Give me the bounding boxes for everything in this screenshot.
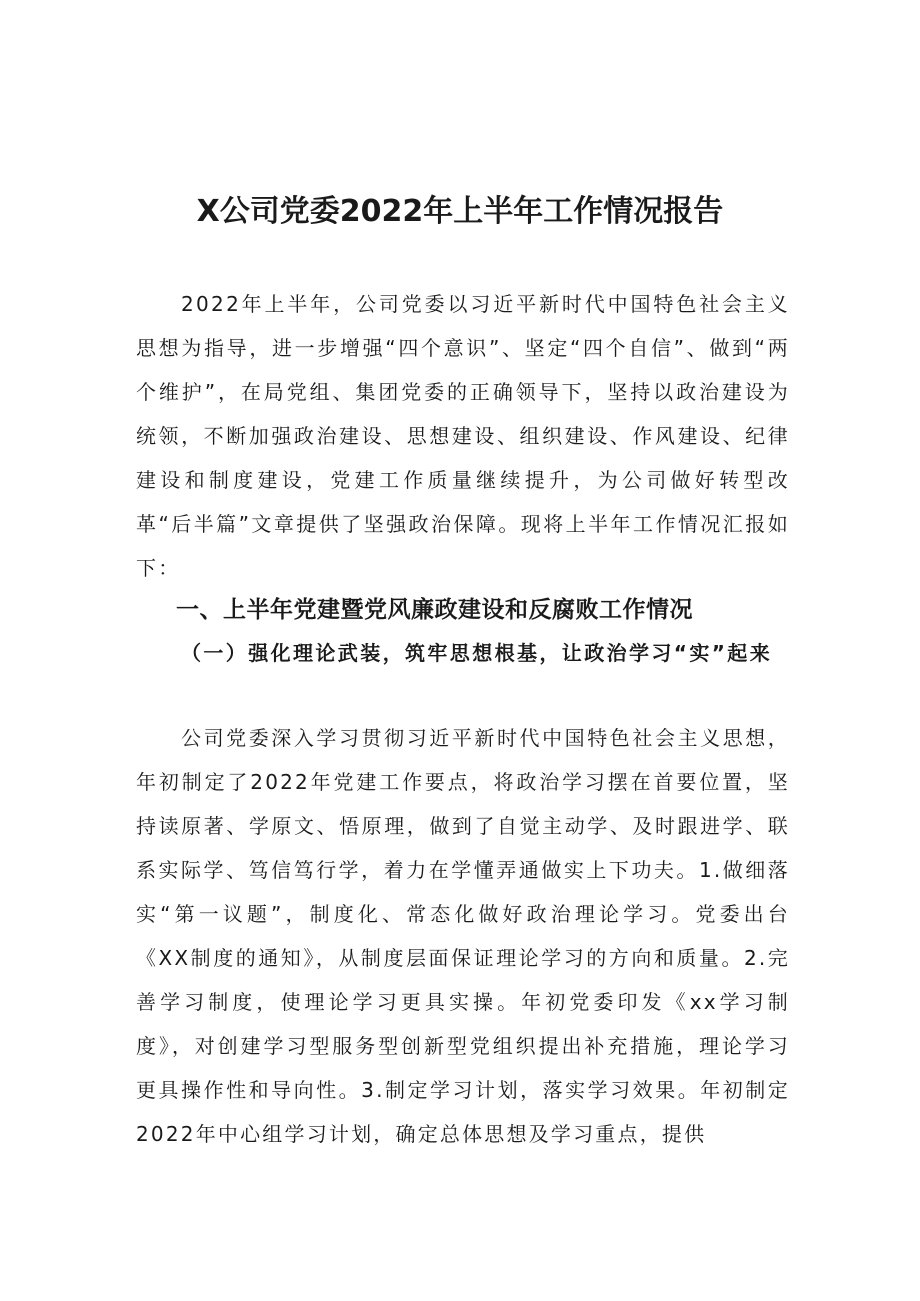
subsection-heading: （一）强化理论武装，筑牢思想根基，让政治学习“实”起来	[181, 641, 773, 665]
body-paragraph: 公司党委深入学习贯彻习近平新时代中国特色社会主义思想，年初制定了2022年党建工作要点，将政治学习摆在首要位置，坚持读原著、学原文、悟原理，做到了自觉主动学、及时跟进学、联系实际学、笃信笃行学，着力在学懂弄通做实上下功夫。1.做细落实“第一议题”，制度化、常态化做好政治理论学习。党委出台《XX制度的通知》，从制度层面保证理论学习的方向和质量。2.完善学习制度，使理论学习更具实操。年初党委印发《xx学习制度》，对创建学习型服务型创新型党组织提出补充措施，理论学习更具操作性和导向性。3.制定学习计划，落实学习效果。年初制定2022年中心组学习计划，确定总体思想及学习重点，提供	[136, 726, 790, 1146]
section-heading: 一、上半年党建暨党风廉政建设和反腐败工作情况	[176, 597, 693, 623]
intro-paragraph: 2022年上半年，公司党委以习近平新时代中国特色社会主义思想为指导，进一步增强“四个意识”、坚定“四个自信”、做到“两个维护”，在局党组、集团党委的正确领导下，坚持以政治建设为统领，不断加强政治建设、思想建设、组织建设、作风建设、纪律建设和制度建设，党建工作质量继续提升，为公司做好转型改革“后半篇”文章提供了坚强政治保障。现将上半年工作情况汇报如下：	[136, 292, 790, 580]
document-title: X公司党委2022年上半年工作情况报告	[196, 194, 724, 230]
